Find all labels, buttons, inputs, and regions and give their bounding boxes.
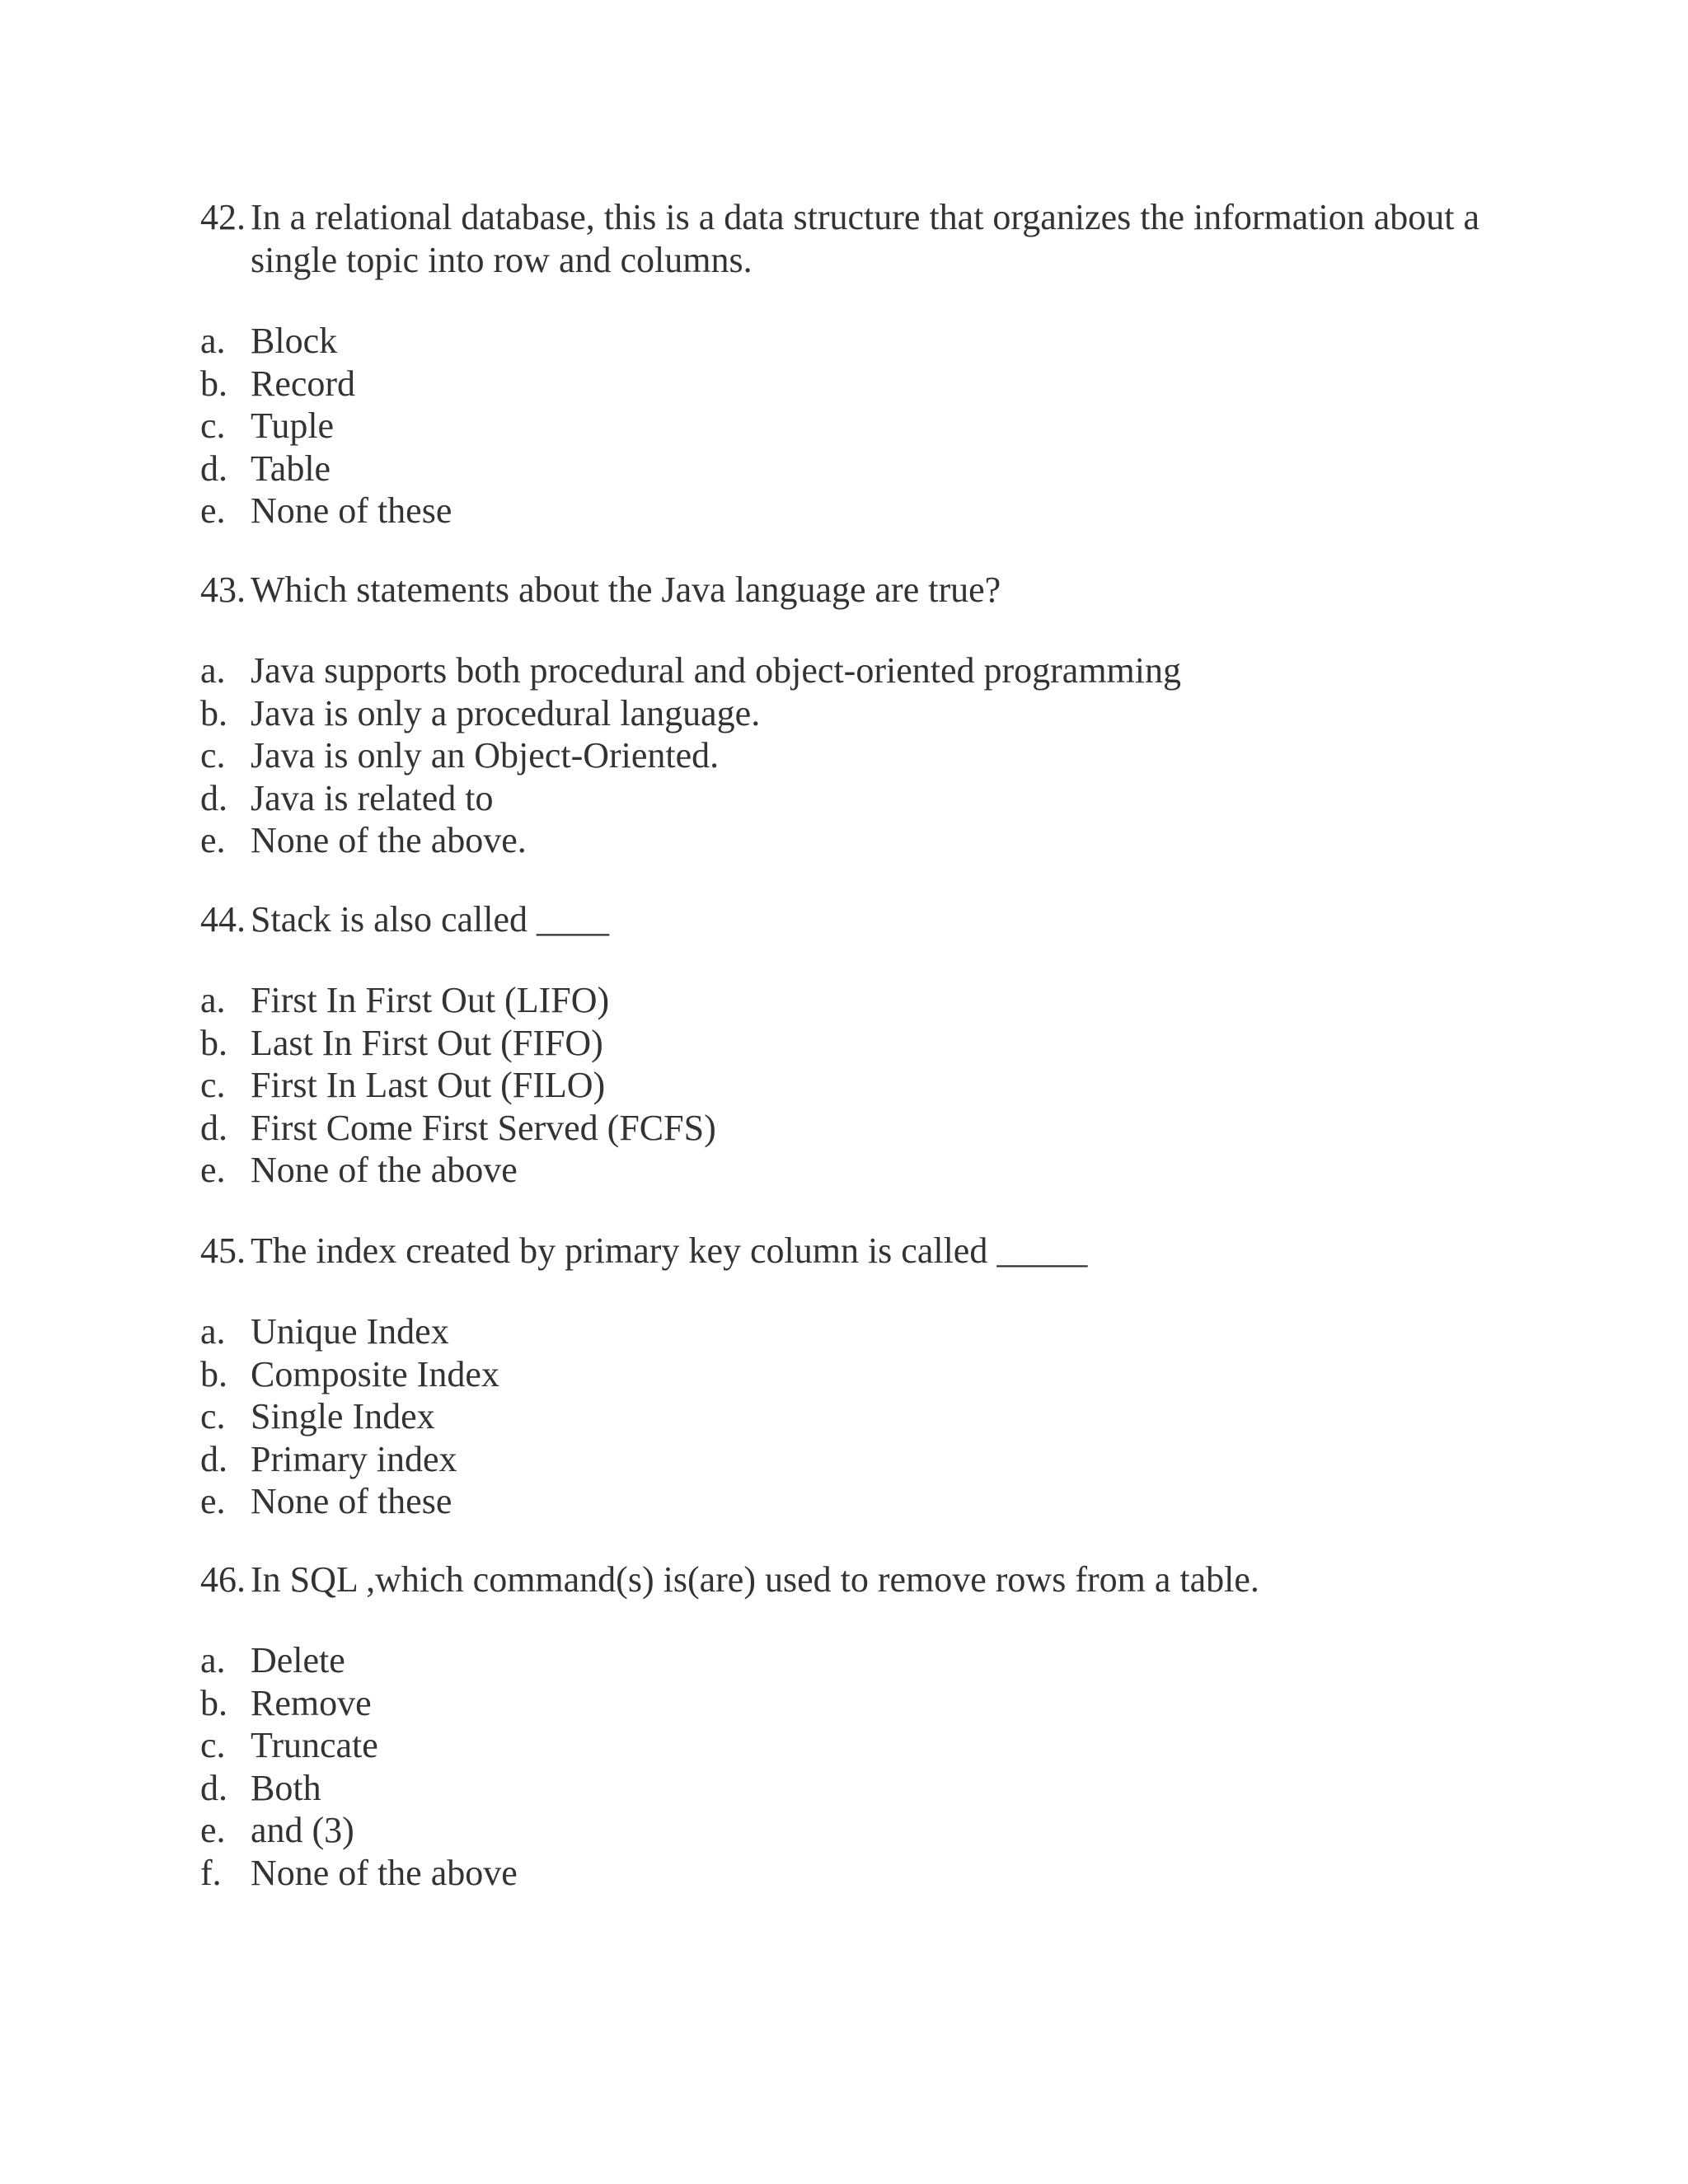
option-item: [200, 1107, 1486, 1150]
option-item: [200, 1353, 1486, 1396]
option-letter: b.: [200, 692, 227, 733]
option-text: Delete: [251, 1640, 345, 1680]
option-list: [200, 979, 1486, 1192]
option-item: [200, 1310, 1486, 1353]
question-text: Which statements about the Java language are true?: [251, 569, 1001, 610]
option-text: Java supports both procedural and object-oriented programming: [251, 650, 1182, 691]
option-item: [200, 734, 1486, 777]
option-item: [200, 1767, 1486, 1810]
question-text: The index created by primary key column is called _____: [251, 1230, 1088, 1271]
option-letter: c.: [200, 735, 226, 776]
question-number: 46.: [200, 1559, 246, 1600]
option-letter: e.: [200, 820, 226, 860]
option-list: [200, 1639, 1486, 1894]
option-letter: e.: [200, 1810, 226, 1850]
question-text: In a relational database, this is a data structure that organizes the information about a single topic into row and columns.: [251, 197, 1479, 280]
option-text: Table: [251, 448, 331, 489]
option-list: [200, 320, 1486, 532]
question-number: 45.: [200, 1230, 246, 1271]
option-item: [200, 1852, 1486, 1895]
option-text: Both: [251, 1767, 321, 1808]
option-letter: c.: [200, 1396, 226, 1436]
option-text: Composite Index: [251, 1353, 499, 1394]
option-text: First In Last Out (FILO): [251, 1065, 606, 1105]
option-letter: c.: [200, 405, 226, 446]
option-list: [200, 649, 1486, 862]
option-item: [200, 1639, 1486, 1682]
question-number: 44.: [200, 899, 246, 940]
option-text: Block: [251, 321, 338, 361]
option-letter: e.: [200, 1481, 226, 1521]
option-item: [200, 1022, 1486, 1065]
option-letter: a.: [200, 1311, 226, 1352]
option-letter: b.: [200, 1353, 227, 1394]
option-item: [200, 490, 1486, 532]
option-item: [200, 979, 1486, 1022]
option-text: Last In First Out (FIFO): [251, 1022, 603, 1063]
option-letter: a.: [200, 321, 226, 361]
option-letter: b.: [200, 363, 227, 404]
option-item: [200, 649, 1486, 692]
question-number: 43.: [200, 569, 246, 610]
question-stem: [200, 1230, 1486, 1272]
option-item: [200, 320, 1486, 363]
option-text: First Come First Served (FCFS): [251, 1107, 716, 1148]
option-letter: b.: [200, 1022, 227, 1063]
question-43: [200, 569, 1486, 862]
option-item: [200, 819, 1486, 862]
option-text: Primary index: [251, 1438, 457, 1479]
option-list: [200, 1310, 1486, 1523]
option-item: [200, 1064, 1486, 1107]
option-text: None of the above: [251, 1150, 518, 1190]
option-letter: e.: [200, 490, 226, 531]
option-text: Java is only a procedural language.: [251, 692, 761, 733]
question-stem: [200, 1558, 1486, 1601]
option-item: [200, 1682, 1486, 1725]
option-item: [200, 777, 1486, 820]
question-44: [200, 898, 1486, 1192]
question-number: 42.: [200, 197, 246, 237]
question-stem: [200, 569, 1486, 612]
question-46: [200, 1558, 1486, 1894]
option-item: [200, 405, 1486, 448]
option-item: [200, 363, 1486, 405]
option-text: First In First Out (LIFO): [251, 980, 610, 1020]
option-text: Unique Index: [251, 1311, 449, 1352]
option-text: Single Index: [251, 1396, 435, 1436]
option-letter: d.: [200, 777, 227, 818]
option-letter: a.: [200, 980, 226, 1020]
option-item: [200, 1395, 1486, 1438]
option-item: [200, 1480, 1486, 1523]
option-text: Java is related to: [251, 777, 494, 818]
option-item: [200, 448, 1486, 490]
option-letter: d.: [200, 1438, 227, 1479]
option-text: Remove: [251, 1682, 372, 1723]
option-letter: e.: [200, 1150, 226, 1190]
option-letter: c.: [200, 1065, 226, 1105]
option-text: Tuple: [251, 405, 335, 446]
option-letter: c.: [200, 1725, 226, 1765]
option-item: [200, 1809, 1486, 1852]
option-text: Record: [251, 363, 356, 404]
question-stem: [200, 898, 1486, 941]
option-letter: f.: [200, 1852, 222, 1893]
option-item: [200, 1724, 1486, 1767]
option-text: None of these: [251, 1481, 452, 1521]
option-text: and (3): [251, 1810, 354, 1850]
option-text: None of the above.: [251, 820, 527, 860]
option-letter: d.: [200, 1107, 227, 1148]
option-letter: a.: [200, 650, 226, 691]
question-42: [200, 196, 1486, 532]
question-text: Stack is also called ____: [251, 899, 610, 940]
question-stem: [200, 196, 1486, 282]
option-item: [200, 692, 1486, 735]
option-letter: d.: [200, 1767, 227, 1808]
option-text: None of these: [251, 490, 452, 531]
option-text: Java is only an Object-Oriented.: [251, 735, 720, 776]
option-letter: a.: [200, 1640, 226, 1680]
option-letter: d.: [200, 448, 227, 489]
option-item: [200, 1438, 1486, 1481]
question-text: In SQL ,which command(s) is(are) used to remove rows from a table.: [251, 1559, 1259, 1600]
option-letter: b.: [200, 1682, 227, 1723]
option-item: [200, 1149, 1486, 1192]
option-text: Truncate: [251, 1725, 378, 1765]
question-45: [200, 1230, 1486, 1523]
option-text: None of the above: [251, 1852, 518, 1893]
